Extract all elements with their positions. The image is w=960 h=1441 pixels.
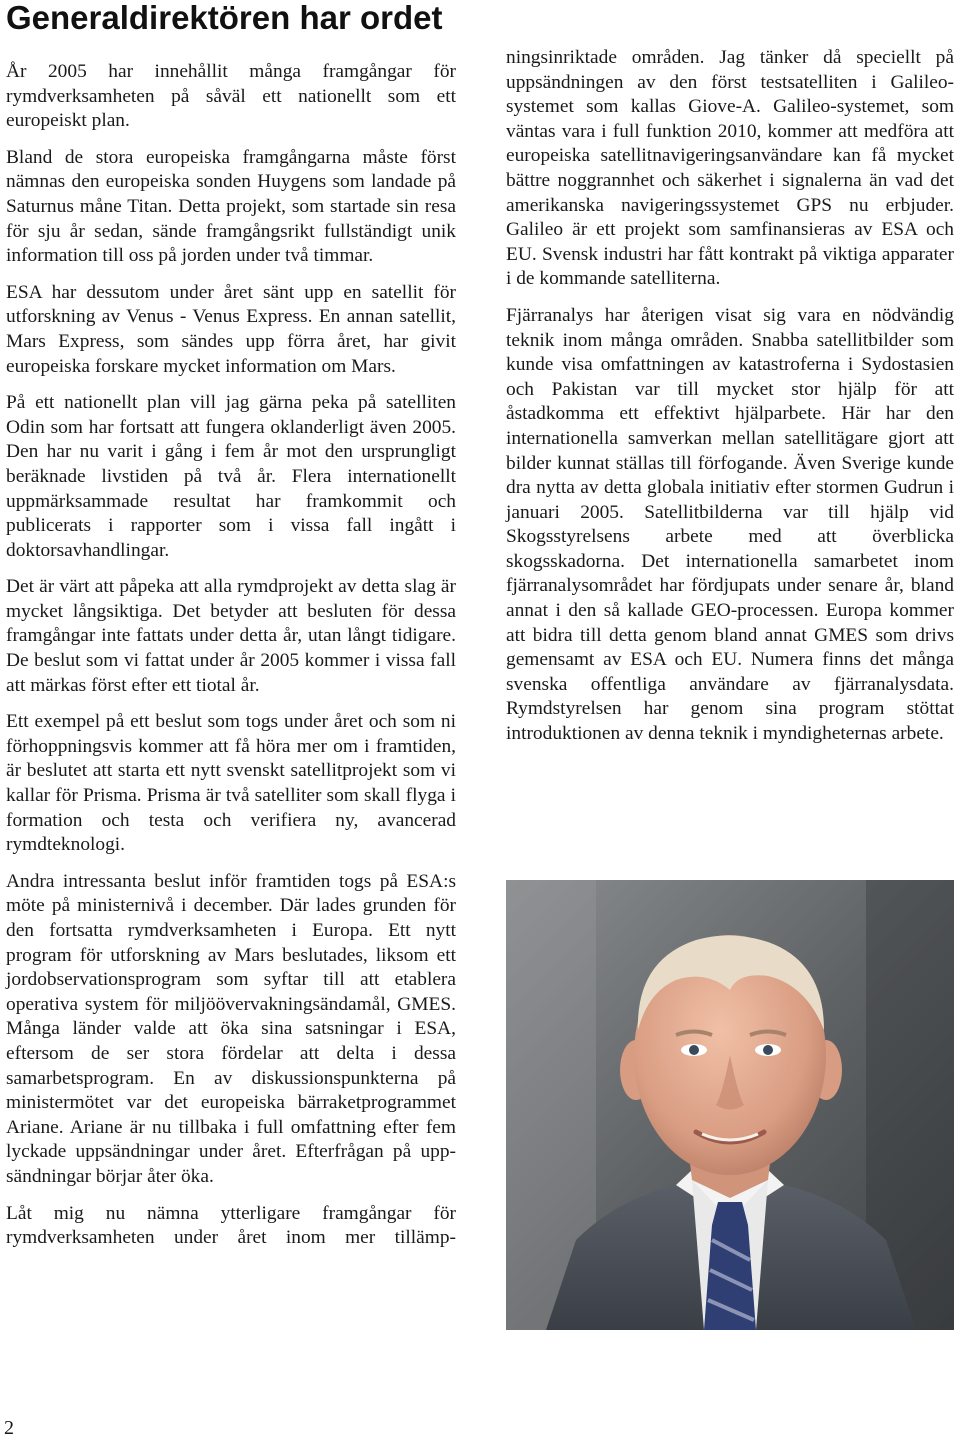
- portrait-illustration: [506, 880, 954, 1330]
- page-title: Generaldirektören har ordet: [6, 0, 443, 36]
- portrait-photo: [506, 880, 954, 1330]
- paragraph: Ett exempel på ett beslut som togs under året och som ni förhoppningsvis kommer att få höra mer om i framtiden, är beslutet att starta ett nytt svenskt satellitprojekt som vi kallar för Prisma. Prisma är två satelliter som skall flyga i formation och testa och verifiera ny, avancerad rymdteknologi.: [6, 711, 456, 856]
- page-number: 2: [4, 1417, 14, 1439]
- paragraph: Fjärranalys har återigen visat sig vara en nödvändig teknik inom många områden. Snabba satellitbilder som kunde visa omfattningen av katastroferna i Sydostasien och Pakistan var till mycket stor hjälp för att åstadkomma ett effektivt hjälparbete. Här har den internationella samverkan mellan satellitägare gjort att bilder kunnat ställas till förfogande. Även Sverige kunde dra nytta av detta globala initiativ efter stormen Gudrun i januari 2005. Satellitbilderna var till hjälp vid Skogsstyrelsens arbete med att överblicka skogsskadorna. Det internationella samarbetet inom fjärranalysområdet har fördjupats under senare år, bland annat i den så kallade GEO-processen. Europa kommer att bidra till detta genom bland annat GMES som drivs gemensamt av ESA och EU. Numera finns det många svenska offentliga användare av fjärranalysdata. Rymdstyrelsen har genom sina program stöttat introduktionen av denna teknik i myndigheternas arbete.: [506, 304, 954, 745]
- paragraph: ESA har dessutom under året sänt upp en satellit för utforskning av Venus - Venus Express. En annan satellit, Mars Express, som sändes upp förra året, har givit europeiska forskare mycket information om Mars.: [6, 281, 456, 377]
- left-text-column: [6, 60, 456, 1263]
- paragraph: På ett nationellt plan vill jag gärna peka på satelliten Odin som har fortsatt att fungera oklanderligt även 2005. Den har nu varit i gång i fem år mot den ursprungligt beräknade livstiden på två år. Flera internationellt uppmärksammade resultat har framkommit och publicerats i rapporter som i vissa fall ingått i doktorsavhandlingar.: [6, 392, 456, 561]
- paragraph: År 2005 har innehållit många framgångar för rymdverksamheten på såväl ett nationellt som ett europeiskt plan.: [6, 61, 456, 132]
- paragraph: ningsinriktade områden. Jag tänker då speciellt på uppsändningen av den först testsatelliten i Galileosystemet som kallas Giove-A. Galileo-systemet, som väntas vara i full funktion 2010, kommer att medföra att europeiska satellitnavigeringsanvändare kan få mycket bättre noggrannhet och säkerhet i signalerna än vad det amerikanska navigeringssystemet GPS nu erbjuder. Galileo är ett projekt som samfinansieras av ESA och EU. Svensk industri har fått kontrakt på viktiga apparater i de kommande satelliterna.: [506, 47, 954, 290]
- paragraph: Det är värt att påpeka att alla rymdprojekt av detta slag är mycket långsiktiga. Det betyder att besluten för dessa framgångar inte fattats under detta år, utan långt tidigare. De beslut som vi fattat under år 2005 kommer i vissa fall att märkas först efter ett tiotal år.: [6, 576, 456, 696]
- paragraph: Låt mig nu nämna ytterligare framgångar för rymdverksamheten under året inom mer tillämp-: [6, 1202, 456, 1249]
- right-text-column: [506, 46, 954, 759]
- paragraph: Bland de stora europeiska framgångarna måste först nämnas den europeiska sonden Huygens som landade på Saturnus måne Titan. Detta projekt, som startade sin resa för sju år sedan, sände framgångsrikt fullständigt unik information till oss på jorden under två timmar.: [6, 146, 456, 267]
- paragraph: Andra intressanta beslut inför framtiden togs på ESA:s möte på ministernivå i december. Där lades grunden för den fortsatta rymdverksamheten i Europa. Ett nytt program för utforskning av Mars beslutades, liksom ett jordobservationsprogram som syftar till att etablera operativa system för miljöövervakningsändamål, GMES. Många länder valde att öka sina satsningar i ESA, eftersom de ser stora fördelar att delta i dessa samarbetsprogram. En av diskussionspunkterna på ministermötet var det europeiska bärraketprogrammet Ariane. Ariane är nu tillbaka i full omfattning efter fem lyckade uppsändningar under året. Efterfrågan på uppsändningar börjar åter öka.: [6, 870, 456, 1187]
